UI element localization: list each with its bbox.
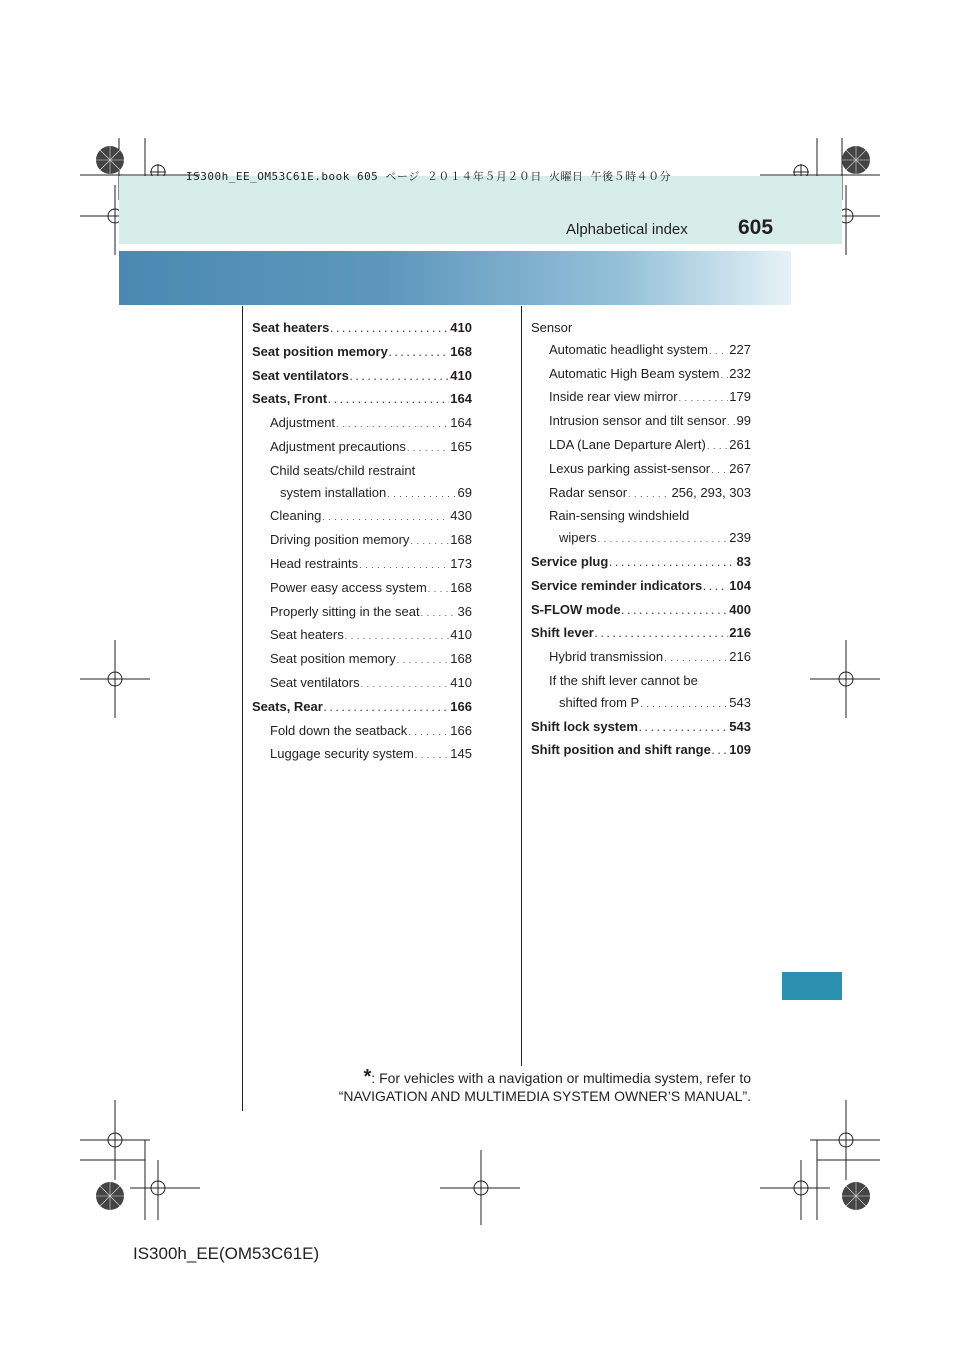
entry-label: Inside rear view mirror bbox=[549, 389, 678, 405]
dot-leader bbox=[727, 412, 735, 434]
dot-leader bbox=[324, 698, 449, 720]
page-number: 605 bbox=[738, 216, 774, 239]
index-entry bbox=[252, 624, 472, 648]
index-entry bbox=[252, 317, 472, 341]
index-entry bbox=[531, 482, 751, 506]
index-entry bbox=[252, 577, 472, 601]
index-entry bbox=[531, 434, 751, 458]
dot-leader bbox=[407, 438, 449, 460]
entry-page: 164 bbox=[450, 391, 472, 407]
model-code: IS300h_EE(OM53C61E) bbox=[133, 1244, 320, 1263]
entry-label: Seat ventilators bbox=[270, 674, 360, 690]
entry-label: LDA (Lane Departure Alert) bbox=[549, 436, 706, 452]
entry-page: 179 bbox=[729, 389, 751, 405]
index-entry bbox=[531, 410, 751, 434]
index-entry: Sensor bbox=[531, 320, 573, 335]
dot-leader bbox=[711, 460, 728, 482]
entry-page: 410 bbox=[450, 367, 472, 383]
entry-label: Seats, Rear bbox=[252, 698, 323, 714]
section-title: Alphabetical index bbox=[566, 221, 688, 238]
entry-label: Hybrid transmission bbox=[549, 649, 664, 665]
dot-leader bbox=[664, 648, 728, 670]
index-entry bbox=[252, 553, 472, 577]
entry-page: 543 bbox=[729, 694, 751, 710]
entry-page: 410 bbox=[450, 320, 472, 335]
index-entry bbox=[252, 672, 472, 696]
dot-leader bbox=[622, 601, 729, 623]
entry-page: 168 bbox=[450, 579, 472, 595]
entry-page: 168 bbox=[450, 343, 472, 359]
entry-page: 216 bbox=[729, 625, 751, 641]
index-entry bbox=[252, 743, 472, 767]
dot-leader bbox=[350, 367, 449, 389]
dot-leader bbox=[410, 531, 449, 553]
entry-label: Luggage security system bbox=[270, 746, 414, 762]
index-entry bbox=[252, 648, 472, 672]
index-entry bbox=[252, 505, 472, 529]
entry-page: 267 bbox=[729, 460, 751, 476]
dot-leader bbox=[595, 624, 728, 646]
dot-leader bbox=[359, 555, 449, 577]
entry-label: Service reminder indicators bbox=[531, 577, 703, 593]
dot-leader bbox=[336, 414, 449, 436]
index-entry bbox=[531, 622, 751, 646]
index-entry bbox=[531, 386, 751, 410]
entry-label: Power easy access system bbox=[270, 579, 427, 595]
dot-leader bbox=[639, 718, 728, 740]
entry-page: 145 bbox=[450, 746, 472, 762]
entry-label: Seat position memory bbox=[252, 343, 388, 359]
index-entry bbox=[531, 739, 751, 763]
entry-label: Driving position memory bbox=[270, 532, 410, 548]
index-entry bbox=[531, 716, 751, 740]
entry-page: 109 bbox=[729, 742, 751, 758]
index-entry bbox=[531, 599, 751, 623]
index-entry: Child seats/child restraint bbox=[270, 462, 416, 478]
entry-page: 216 bbox=[729, 649, 751, 665]
entry-label: Intrusion sensor and tilt sensor bbox=[549, 413, 727, 429]
entry-label: Fold down the seatback bbox=[270, 722, 408, 738]
entry-label: Seat heaters bbox=[252, 320, 330, 335]
index-column-right bbox=[531, 317, 751, 763]
entry-label: Seat ventilators bbox=[252, 367, 349, 383]
entry-page: 168 bbox=[450, 532, 472, 548]
print-header: IS300h_EE_OM53C61E.book 605 ページ ２０１４年５月２０日 火曜日 午後５時４０分 bbox=[186, 170, 672, 183]
entry-page: 261 bbox=[729, 436, 751, 452]
entry-page: 99 bbox=[736, 413, 751, 429]
entry-page: 400 bbox=[729, 601, 751, 617]
index-entry bbox=[531, 458, 751, 482]
entry-label: Seat position memory bbox=[270, 651, 396, 667]
index-entry bbox=[252, 412, 472, 436]
entry-label: system installation bbox=[280, 484, 387, 500]
index-entry bbox=[531, 692, 751, 716]
dot-leader bbox=[328, 390, 449, 412]
entry-page: 232 bbox=[729, 365, 751, 381]
entry-label: Automatic headlight system bbox=[549, 341, 708, 357]
entry-label: Lexus parking assist-sensor bbox=[549, 460, 711, 476]
entry-label: Shift lever bbox=[531, 625, 594, 641]
dot-leader bbox=[707, 436, 728, 458]
entry-page: 69 bbox=[457, 484, 472, 500]
entry-page: 430 bbox=[450, 508, 472, 524]
dot-leader bbox=[345, 626, 450, 648]
entry-page: 543 bbox=[729, 718, 751, 734]
dot-leader bbox=[361, 674, 450, 696]
section-tab-marker bbox=[782, 972, 842, 1000]
entry-page: 83 bbox=[736, 553, 751, 569]
entry-page: 410 bbox=[450, 627, 472, 643]
index-entry bbox=[531, 575, 751, 599]
index-entry bbox=[531, 527, 751, 551]
entry-label: S-FLOW mode bbox=[531, 601, 621, 617]
entry-page: 410 bbox=[450, 674, 472, 690]
index-entry bbox=[252, 482, 472, 506]
entry-page: 36 bbox=[457, 603, 472, 619]
entry-page: 168 bbox=[450, 651, 472, 667]
dot-leader bbox=[322, 507, 449, 529]
entry-label: Seat heaters bbox=[270, 627, 344, 643]
entry-page: 173 bbox=[450, 555, 472, 571]
column-divider-center bbox=[521, 306, 522, 1066]
entry-label: Radar sensor bbox=[549, 484, 628, 500]
dot-leader bbox=[640, 694, 728, 716]
index-entry bbox=[252, 341, 472, 365]
entry-page: 227 bbox=[729, 341, 751, 357]
column-divider-left bbox=[242, 306, 243, 1111]
entry-label: Shift lock system bbox=[531, 718, 638, 734]
dot-leader bbox=[703, 577, 728, 599]
dot-leader bbox=[609, 553, 735, 575]
entry-page: 239 bbox=[729, 530, 751, 546]
entry-page: 166 bbox=[450, 698, 472, 714]
index-entry bbox=[252, 720, 472, 744]
dot-leader bbox=[389, 343, 449, 365]
footnote bbox=[240, 1068, 751, 1105]
entry-page: 165 bbox=[450, 438, 472, 454]
dot-leader bbox=[721, 365, 729, 387]
entry-label: Cleaning bbox=[270, 508, 322, 524]
entry-label: Automatic High Beam system bbox=[549, 365, 720, 381]
dot-leader bbox=[709, 341, 728, 363]
dot-leader bbox=[598, 529, 729, 551]
index-entry bbox=[252, 696, 472, 720]
entry-label: Adjustment bbox=[270, 415, 336, 431]
dot-leader bbox=[330, 319, 449, 341]
dot-leader bbox=[679, 388, 729, 410]
index-entry bbox=[252, 601, 472, 625]
dot-leader bbox=[408, 722, 449, 744]
dot-leader bbox=[428, 579, 450, 601]
index-entry bbox=[531, 339, 751, 363]
index-entry bbox=[531, 646, 751, 670]
footnote-line-2: “NAVIGATION AND MULTIMEDIA SYSTEM OWNER’S MANUAL”. bbox=[338, 1088, 751, 1104]
entry-page: 104 bbox=[729, 577, 751, 593]
entry-page: 166 bbox=[450, 722, 472, 738]
index-entry bbox=[252, 436, 472, 460]
index-entry bbox=[531, 551, 751, 575]
entry-label: Adjustment precautions bbox=[270, 438, 406, 454]
footnote-marker: * bbox=[363, 1066, 372, 1088]
entry-page: 256, 293, 303 bbox=[671, 484, 751, 500]
index-entry: If the shift lever cannot be bbox=[549, 672, 698, 688]
dot-leader bbox=[387, 484, 456, 506]
index-entry bbox=[252, 365, 472, 389]
dot-leader bbox=[712, 741, 728, 763]
dot-leader bbox=[397, 650, 450, 672]
entry-label: Head restraints bbox=[270, 555, 359, 571]
entry-label: Properly sitting in the seat bbox=[270, 603, 420, 619]
index-entry bbox=[252, 529, 472, 553]
header-band bbox=[119, 176, 842, 244]
dot-leader bbox=[415, 745, 450, 767]
entry-label: shifted from P bbox=[559, 694, 640, 710]
entry-label: Service plug bbox=[531, 553, 609, 569]
index-column-left bbox=[252, 317, 472, 767]
entry-label: wipers bbox=[559, 530, 597, 546]
index-entry: Rain-sensing windshield bbox=[549, 508, 690, 524]
dot-leader bbox=[421, 603, 457, 625]
index-entry bbox=[252, 388, 472, 412]
entry-label: Shift position and shift range bbox=[531, 742, 711, 758]
entry-label: Seats, Front bbox=[252, 391, 328, 407]
dot-leader bbox=[628, 484, 670, 506]
entry-page: 164 bbox=[450, 415, 472, 431]
index-entry bbox=[531, 363, 751, 387]
footnote-line-1: : For vehicles with a navigation or multimedia system, refer to bbox=[371, 1070, 751, 1086]
gradient-bar bbox=[119, 251, 791, 305]
